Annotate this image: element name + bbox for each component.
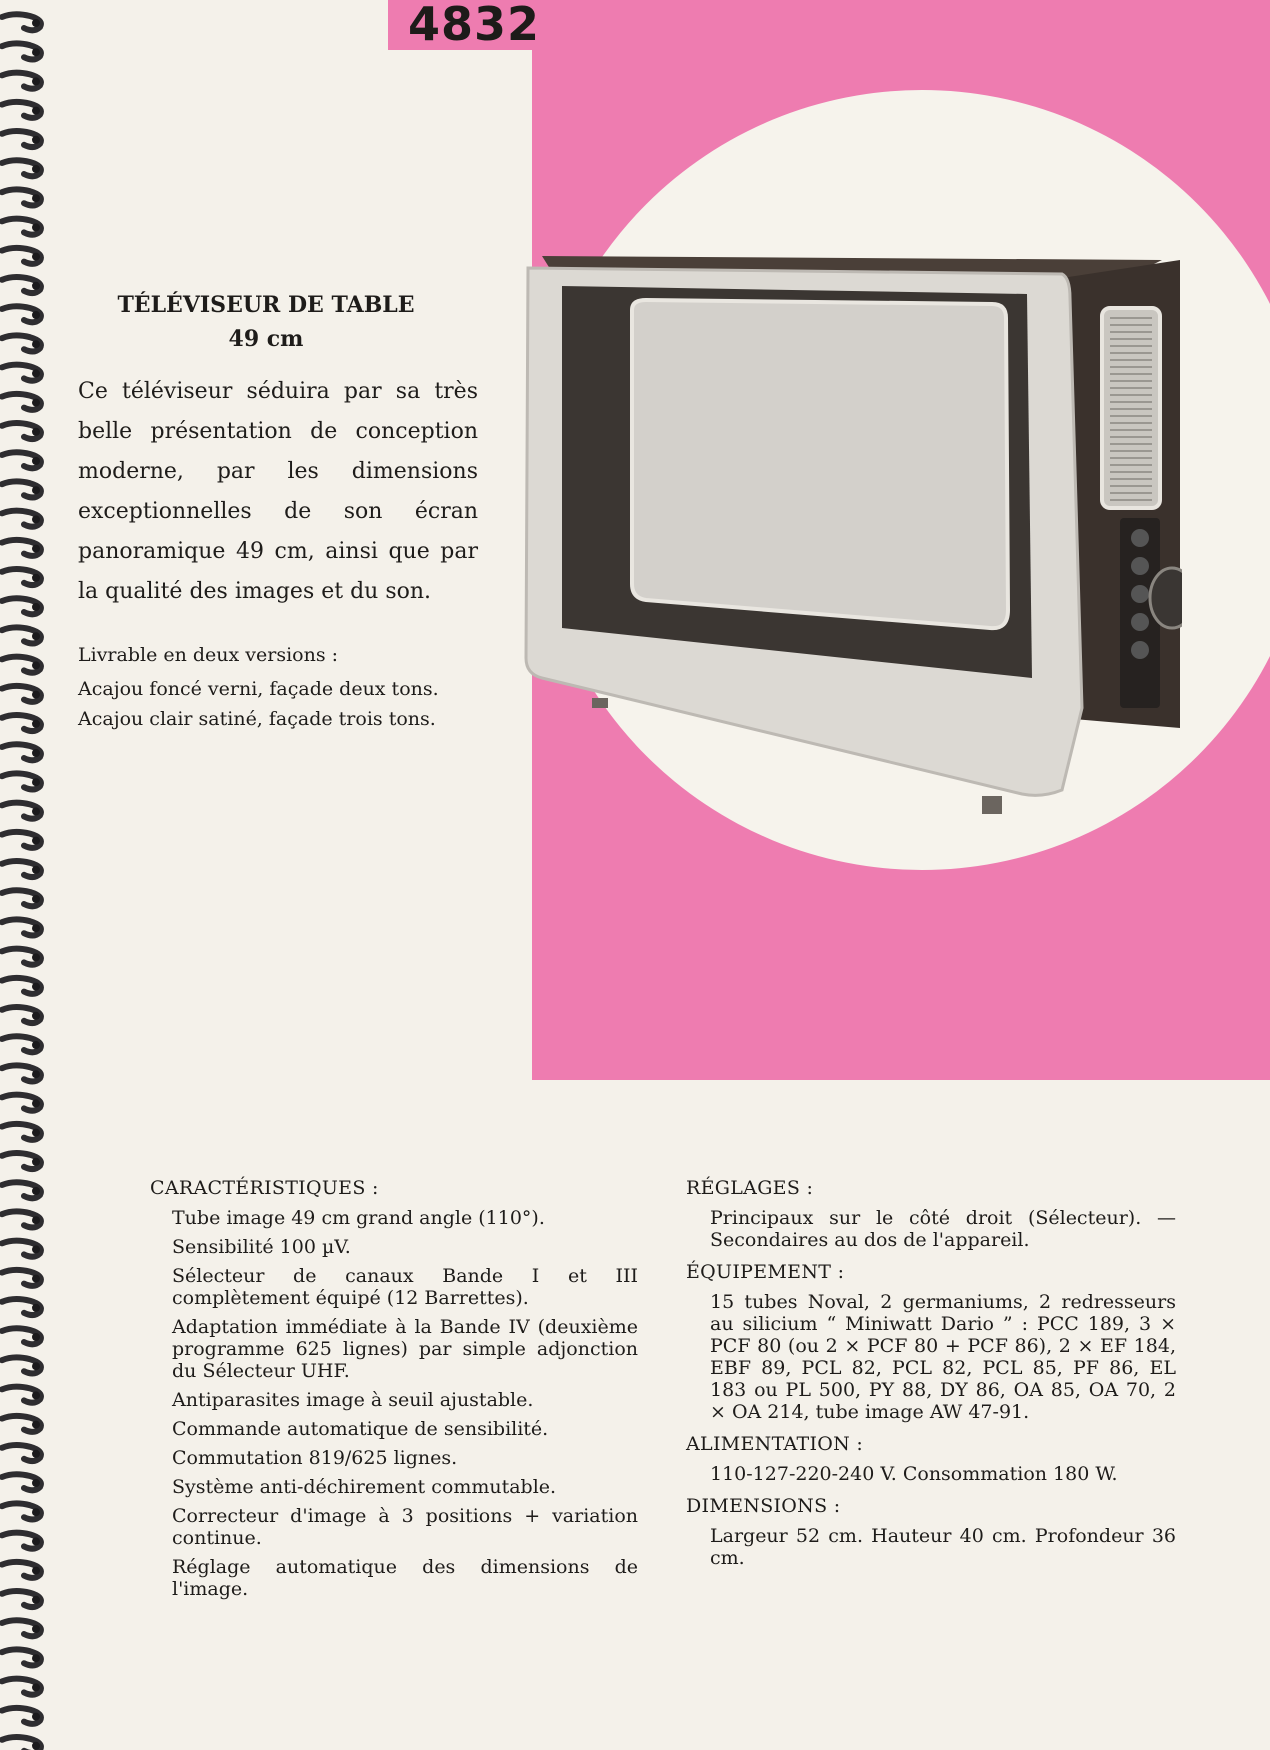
product-title-block — [96, 288, 436, 356]
product-size: 49 cm — [228, 326, 304, 352]
caracteristique-item: Commutation 819/625 lignes. — [172, 1447, 458, 1469]
spiral-ring — [2, 773, 41, 789]
alimentation-text: 110-127-220-240 V. Consommation 180 W. — [710, 1463, 1118, 1485]
alimentation-heading: ALIMENTATION : — [686, 1433, 864, 1455]
spiral-ring — [2, 861, 41, 877]
spiral-ring — [2, 919, 41, 935]
spiral-ring — [2, 189, 41, 205]
reglages-text: Principaux sur le côté droit (Sélecteur). — Secondaires au dos de l'appareil. — [710, 1207, 1176, 1251]
spiral-ring — [2, 219, 41, 235]
spiral-ring — [2, 43, 41, 59]
television-photo — [522, 238, 1182, 828]
spiral-ring — [2, 1679, 41, 1695]
spiral-ring — [2, 160, 41, 176]
grille-lines — [1110, 318, 1152, 500]
caracteristique-item: Réglage automatique des dimensions de l'image. — [172, 1556, 638, 1600]
versions-block — [78, 640, 478, 734]
spiral-ring — [2, 1620, 41, 1636]
spiral-ring — [2, 1095, 41, 1111]
spiral-ring — [2, 949, 41, 965]
versions-lead: Livrable en deux versions : — [78, 644, 339, 666]
spiral-ring — [2, 1503, 41, 1519]
spiral-ring — [2, 1153, 41, 1169]
dimensions-heading: DIMENSIONS : — [686, 1495, 841, 1517]
spiral-ring — [2, 978, 41, 994]
spiral-ring — [2, 1533, 41, 1549]
spiral-ring — [2, 1708, 41, 1724]
spiral-ring — [2, 744, 41, 760]
spiral-ring — [2, 1241, 41, 1257]
caracteristique-item: Correcteur d'image à 3 positions + variation continue. — [172, 1505, 638, 1549]
spiral-ring — [2, 1737, 41, 1750]
spiral-ring — [2, 481, 41, 497]
caracteristiques-section — [150, 1177, 638, 1607]
knob — [1131, 585, 1149, 603]
reglages-heading: RÉGLAGES : — [686, 1177, 814, 1199]
spiral-ring — [2, 1387, 41, 1403]
caracteristique-item: Antiparasites image à seuil ajustable. — [172, 1389, 534, 1411]
spiral-ring — [2, 131, 41, 147]
spiral-ring — [2, 277, 41, 293]
spiral-ring — [2, 511, 41, 527]
spiral-ring — [2, 1182, 41, 1198]
selector-knob — [1150, 568, 1182, 628]
spiral-ring — [2, 1299, 41, 1315]
caracteristique-item: Adaptation immédiate à la Bande IV (deuxième programme 625 lignes) par simple adjonction du Sélecteur UHF. — [172, 1316, 638, 1382]
spiral-ring — [2, 890, 41, 906]
spiral-ring — [2, 14, 41, 30]
spiral-ring — [2, 423, 41, 439]
spiral-ring — [2, 248, 41, 264]
equipement-text: 15 tubes Noval, 2 germaniums, 2 redresseurs au silicium “ Miniwatt Dario ” : PCC 189, 3 × PCF 80 (ou 2 × PCF 80 + PCF 86), 2 × EF 184, EBF 89, PCL 82, PCL 82, PCL 85, PF 86, EL 183 ou PL 500, PY 88, DY 86, OA 85, OA 70, 2 × OA 214, tube image AW 47-91. — [710, 1291, 1176, 1423]
spiral-ring — [2, 1416, 41, 1432]
version-item: Acajou foncé verni, façade deux tons. — [78, 678, 439, 700]
spiral-ring — [2, 1007, 41, 1023]
spiral-ring — [2, 1036, 41, 1052]
knob — [1131, 613, 1149, 631]
caracteristiques-list — [150, 1207, 638, 1600]
spiral-ring — [2, 1211, 41, 1227]
equipement-heading: ÉQUIPEMENT : — [686, 1261, 845, 1283]
spiral-ring — [2, 335, 41, 351]
spiral-ring — [2, 657, 41, 673]
tv-foot — [982, 796, 1002, 814]
spiral-ring — [2, 102, 41, 118]
version-item: Acajou clair satiné, façade trois tons. — [78, 708, 436, 730]
tv-foot — [592, 698, 608, 708]
tv-screen — [632, 300, 1008, 628]
spiral-ring — [2, 1357, 41, 1373]
spiral-ring — [2, 686, 41, 702]
spiral-ring — [2, 803, 41, 819]
knob — [1131, 529, 1149, 547]
spiral-ring — [2, 540, 41, 556]
spiral-ring — [2, 1445, 41, 1461]
spiral-ring — [2, 394, 41, 410]
caracteristiques-heading: CARACTÉRISTIQUES : — [150, 1177, 379, 1199]
spiral-ring — [2, 569, 41, 585]
spiral-ring — [2, 1562, 41, 1578]
caracteristique-item: Sélecteur de canaux Bande I et III complètement équipé (12 Barrettes). — [172, 1265, 638, 1309]
spiral-ring — [2, 306, 41, 322]
spiral-binding — [0, 0, 58, 1750]
spiral-ring — [2, 73, 41, 89]
caracteristique-item: Commande automatique de sensibilité. — [172, 1418, 549, 1440]
spiral-ring — [2, 365, 41, 381]
spiral-ring — [2, 1065, 41, 1081]
product-title: TÉLÉVISEUR DE TABLE — [117, 292, 415, 318]
caracteristique-item: Sensibilité 100 µV. — [172, 1236, 351, 1258]
caracteristique-item: Système anti-déchirement commutable. — [172, 1476, 557, 1498]
spiral-ring — [2, 1124, 41, 1140]
spiral-ring — [2, 715, 41, 731]
page-number: 4832 — [408, 0, 541, 51]
intro-text: Ce téléviseur séduira par sa très belle présentation de conception moderne, par les dimensions exceptionnelles de son écran panoramique 49 cm, ainsi que par la qualité des images et du son. — [78, 379, 478, 604]
spiral-ring — [2, 452, 41, 468]
spiral-ring — [2, 1328, 41, 1344]
spiral-ring — [2, 598, 41, 614]
spiral-ring — [2, 1474, 41, 1490]
knob — [1131, 557, 1149, 575]
knob — [1131, 641, 1149, 659]
spiral-ring — [2, 627, 41, 643]
dimensions-text: Largeur 52 cm. Hauteur 40 cm. Profondeur 36 cm. — [710, 1525, 1176, 1569]
specs-section — [686, 1177, 1176, 1579]
caracteristique-item: Tube image 49 cm grand angle (110°). — [172, 1207, 545, 1229]
spiral-ring — [2, 1270, 41, 1286]
spiral-ring — [2, 1591, 41, 1607]
spiral-ring — [2, 832, 41, 848]
intro-paragraph — [78, 372, 478, 612]
speaker-grille — [1102, 308, 1160, 508]
spiral-ring — [2, 1649, 41, 1665]
